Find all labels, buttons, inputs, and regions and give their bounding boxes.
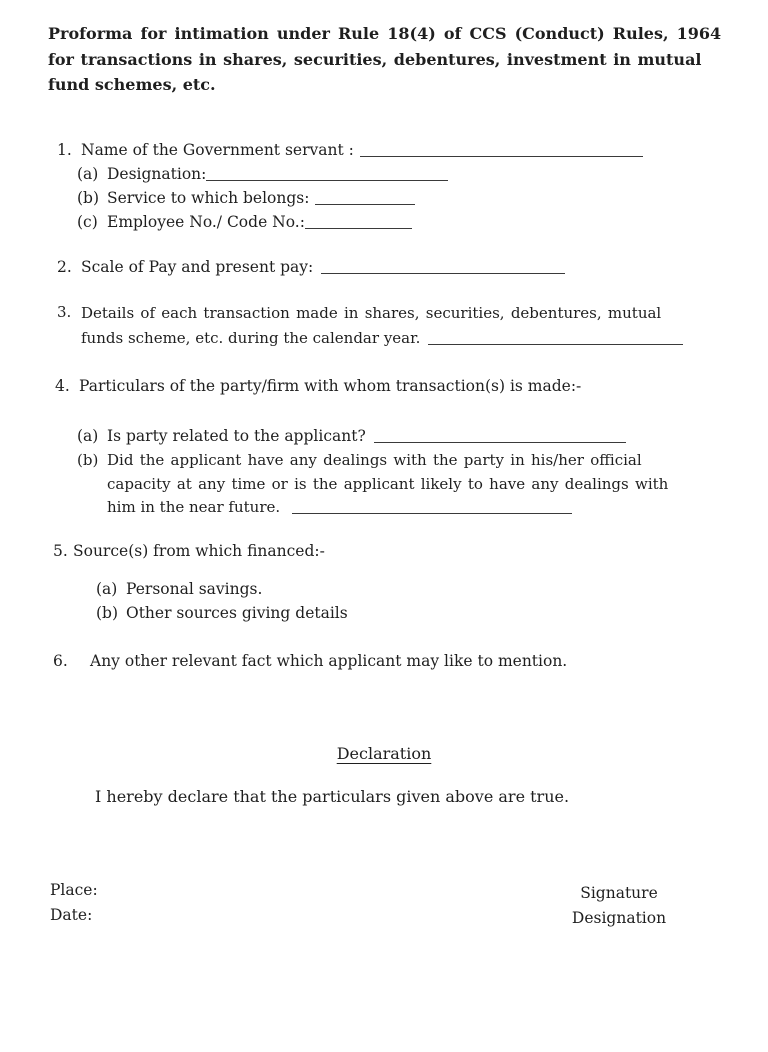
item-label: Details of each transaction made in shares, securities, debentures, mutual xyxy=(81,304,662,322)
item-1a-body xyxy=(107,163,448,186)
item-number: 6. xyxy=(53,652,68,670)
blank-line-pay xyxy=(321,261,565,274)
item-number: (a) xyxy=(96,580,118,598)
item-label: Designation: xyxy=(107,165,207,183)
item-number: 1. xyxy=(57,141,72,159)
form-item-5b xyxy=(96,602,348,625)
declaration-heading-text: Declaration xyxy=(336,744,432,763)
signature-label: Signature xyxy=(580,884,658,902)
item-label-text: funds scheme, etc. during the calendar year. xyxy=(81,329,421,347)
item-4a-body xyxy=(107,425,626,448)
form-item-1a xyxy=(77,163,448,186)
form-item-1c xyxy=(77,211,412,234)
footer-place-date xyxy=(50,878,98,928)
item-label xyxy=(81,326,683,351)
item-label: Scale of Pay and present pay: xyxy=(81,258,314,276)
form-item-1 xyxy=(57,139,722,162)
blank-line-calendar-year xyxy=(428,332,683,345)
item-number: (b) xyxy=(96,604,119,622)
item-number: 5. xyxy=(53,542,68,560)
item-label: capacity at any time or is the applicant likely to have any dealings with xyxy=(107,474,669,493)
blank-line-party-related xyxy=(374,430,626,443)
item-number: 4. xyxy=(55,377,70,395)
item-label: Service to which belongs: xyxy=(107,189,310,207)
item-number: 3. xyxy=(57,303,72,321)
item-number: 2. xyxy=(57,258,72,276)
blank-line-employee-no xyxy=(305,216,412,229)
form-item-5a xyxy=(96,578,262,601)
item-1b-body xyxy=(107,187,415,210)
blank-line-designation xyxy=(206,168,448,181)
form-item-3 xyxy=(57,301,683,351)
designation-label: Designation xyxy=(571,909,667,927)
item-3-body xyxy=(81,301,683,351)
footer-signature-block xyxy=(539,881,699,931)
form-item-4 xyxy=(55,375,581,398)
item-label: Other sources giving details xyxy=(126,604,348,622)
date-label: Date: xyxy=(50,906,93,924)
item-label: Did the applicant have any dealings with the party in his/her official xyxy=(107,451,642,469)
item-label: Source(s) from which financed:- xyxy=(73,542,325,560)
place-label: Place: xyxy=(50,881,98,899)
blank-line-service xyxy=(315,192,415,205)
item-1-body xyxy=(81,139,643,162)
form-title-line: Proforma for intimation under Rule 18(4) of CCS (Conduct) Rules, 1964 xyxy=(48,24,722,43)
form-item-4b xyxy=(77,449,668,520)
item-1c-body xyxy=(107,211,412,234)
declaration-heading xyxy=(0,744,768,763)
item-label: Is party related to the applicant? xyxy=(107,427,366,445)
item-label-text: him in the near future. xyxy=(107,498,281,516)
form-title xyxy=(48,21,724,98)
item-2-body xyxy=(81,256,565,279)
form-item-1b xyxy=(77,187,415,210)
item-number: (a) xyxy=(77,165,99,183)
item-4b-body xyxy=(107,449,668,520)
item-label: Particulars of the party/firm with whom transaction(s) is made:- xyxy=(79,377,582,395)
item-label: Employee No./ Code No.: xyxy=(107,213,305,231)
form-title-line: fund schemes, etc. xyxy=(48,75,216,94)
form-item-4a xyxy=(77,425,626,448)
form-item-6 xyxy=(53,650,567,673)
form-item-5 xyxy=(53,540,325,563)
declaration-statement: I hereby declare that the particulars given above are true. xyxy=(95,787,570,806)
item-number: (a) xyxy=(77,427,99,445)
item-label: Name of the Government servant : xyxy=(81,141,354,159)
item-label: Personal savings. xyxy=(126,580,263,598)
form-title-line: for transactions in shares, securities, debentures, investment in mutual xyxy=(48,49,702,69)
blank-line-name xyxy=(360,144,643,157)
item-number: (b) xyxy=(77,189,100,207)
item-label xyxy=(107,496,668,520)
item-number: (b) xyxy=(77,451,99,469)
form-item-2 xyxy=(57,256,565,279)
item-label: Any other relevant fact which applicant may like to mention. xyxy=(90,652,568,670)
item-number: (c) xyxy=(77,213,98,231)
blank-line-dealings xyxy=(292,501,572,514)
